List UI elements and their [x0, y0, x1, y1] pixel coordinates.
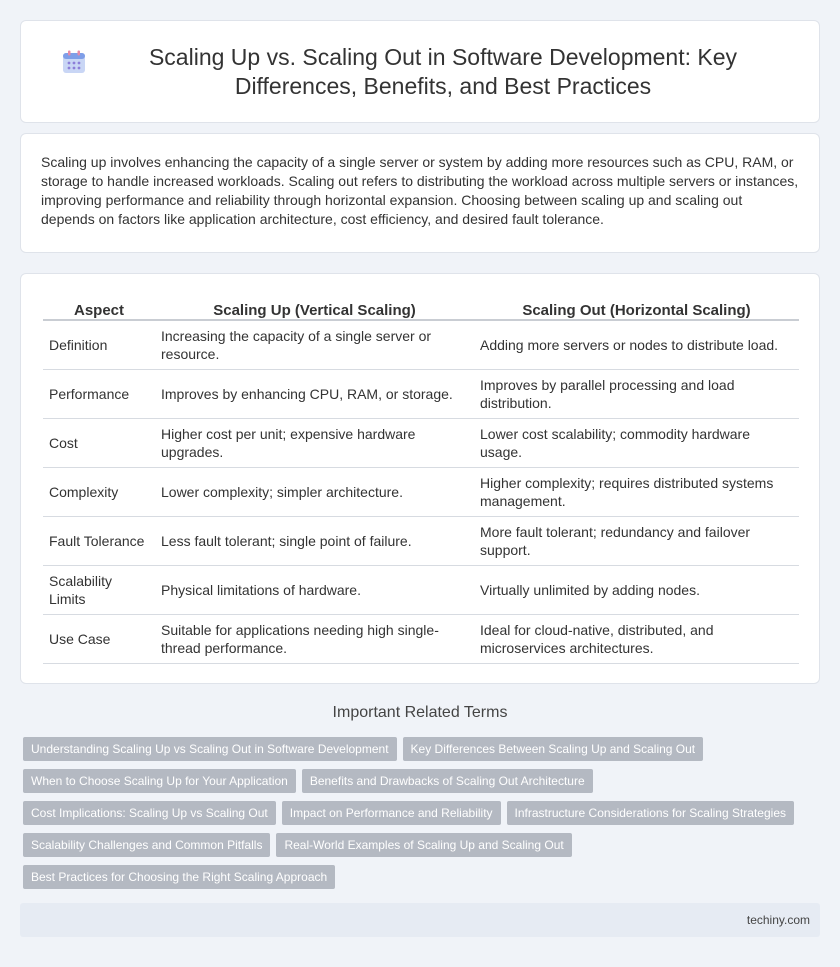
related-term-tag[interactable]: Scalability Challenges and Common Pitfalls [23, 833, 270, 857]
row-scaling-up: Suitable for applications needing high single-thread performance. [155, 614, 474, 663]
header-scaling-up: Scaling Up (Vertical Scaling) [155, 296, 474, 320]
related-term-tag[interactable]: Impact on Performance and Reliability [282, 801, 501, 825]
related-term-tag[interactable]: When to Choose Scaling Up for Your Application [23, 769, 296, 793]
row-scaling-up: Lower complexity; simpler architecture. [155, 467, 474, 516]
row-scaling-out: Adding more servers or nodes to distribute load. [474, 320, 799, 369]
row-scaling-out: Ideal for cloud-native, distributed, and microservices architectures. [474, 614, 799, 663]
row-aspect: Cost [43, 418, 155, 467]
table-row [43, 614, 799, 663]
row-aspect: Use Case [43, 614, 155, 663]
footer-site-name[interactable]: techiny.com [746, 913, 810, 927]
related-term-tag[interactable]: Benefits and Drawbacks of Scaling Out Architecture [302, 769, 593, 793]
related-term-tag[interactable]: Understanding Scaling Up vs Scaling Out in Software Development [23, 737, 397, 761]
row-aspect: Fault Tolerance [43, 516, 155, 565]
table-header-row [43, 296, 799, 320]
row-scaling-out: Improves by parallel processing and load distribution. [474, 369, 799, 418]
related-term-tag[interactable]: Key Differences Between Scaling Up and Scaling Out [403, 737, 704, 761]
footer [20, 903, 820, 937]
related-term-tag[interactable]: Real-World Examples of Scaling Up and Scaling Out [276, 833, 571, 857]
related-terms-heading: Important Related Terms [332, 704, 508, 721]
related-term-tag[interactable]: Cost Implications: Scaling Up vs Scaling Out [23, 801, 276, 825]
row-scaling-out: Higher complexity; requires distributed systems management. [474, 467, 799, 516]
row-scaling-out: Lower cost scalability; commodity hardware usage. [474, 418, 799, 467]
row-scaling-up: Less fault tolerant; single point of failure. [155, 516, 474, 565]
comparison-table [43, 296, 799, 664]
related-terms-list [23, 737, 823, 889]
row-aspect: Definition [43, 320, 155, 369]
title-card [20, 20, 820, 123]
row-aspect: Performance [43, 369, 155, 418]
table-row [43, 516, 799, 565]
row-scaling-out: Virtually unlimited by adding nodes. [474, 565, 799, 614]
header-scaling-out: Scaling Out (Horizontal Scaling) [474, 296, 799, 320]
related-term-tag[interactable]: Best Practices for Choosing the Right Scaling Approach [23, 865, 335, 889]
intro-card [20, 133, 820, 253]
related-term-tag[interactable]: Infrastructure Considerations for Scaling Strategies [507, 801, 794, 825]
table-row [43, 320, 799, 369]
row-scaling-up: Improves by enhancing CPU, RAM, or storage. [155, 369, 474, 418]
row-scaling-up: Higher cost per unit; expensive hardware upgrades. [155, 418, 474, 467]
intro-paragraph: Scaling up involves enhancing the capacity of a single server or system by adding more resources such as CPU, RAM, or storage to handle increased workloads. Scaling out refers to distributing the workload across multiple servers or instances, improving performance and reliability through horizontal expansion. Choosing between scaling up and scaling out depends on factors like application architecture, cost efficiency, and desired fault tolerance. [41, 154, 799, 227]
row-aspect: Complexity [43, 467, 155, 516]
page-title: Scaling Up vs. Scaling Out in Software Development: Key Differences, Benefits, and Best Practices [148, 43, 738, 99]
table-row [43, 467, 799, 516]
table-row [43, 369, 799, 418]
comparison-card [20, 273, 820, 684]
table-row [43, 418, 799, 467]
row-aspect: Scalability Limits [43, 565, 155, 614]
row-scaling-up: Increasing the capacity of a single server or resource. [155, 320, 474, 369]
calendar-icon [61, 49, 87, 75]
table-row [43, 565, 799, 614]
row-scaling-up: Physical limitations of hardware. [155, 565, 474, 614]
row-scaling-out: More fault tolerant; redundancy and failover support. [474, 516, 799, 565]
title-wrap [61, 43, 779, 101]
header-aspect: Aspect [43, 296, 155, 320]
